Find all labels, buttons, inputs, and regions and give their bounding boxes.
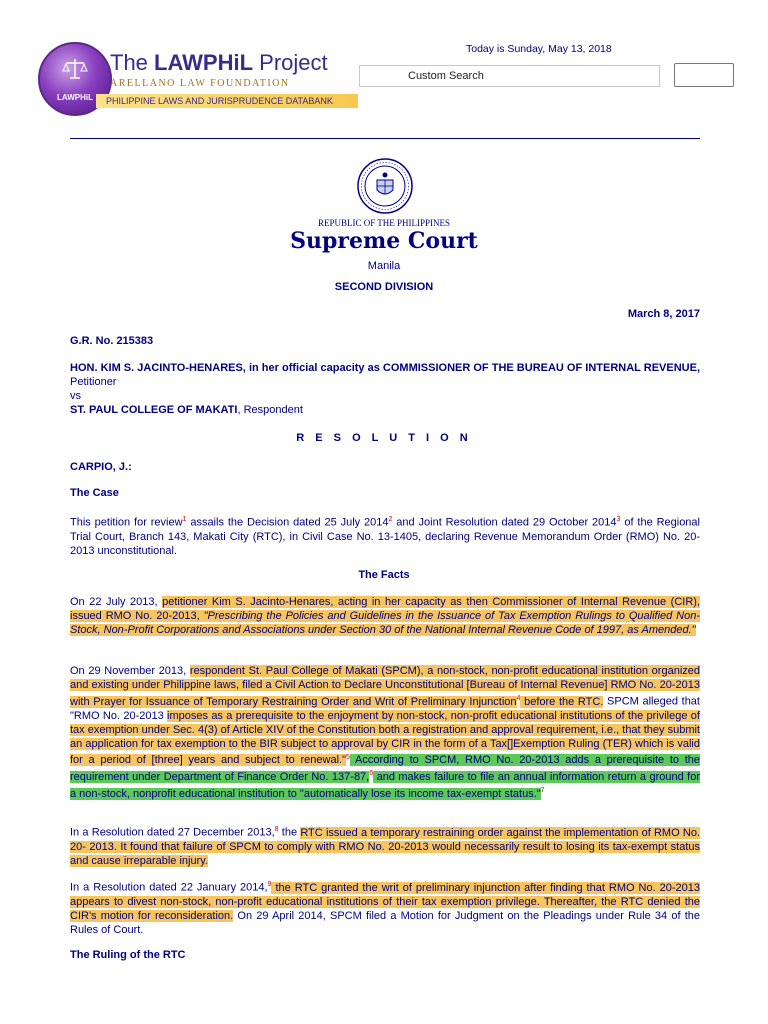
logo-tagline: PHILIPPINE LAWS AND JURISPRUDENCE DATABANK (96, 94, 358, 108)
petitioner-name: HON. KIM S. JACINTO-HENARES, in her official capacity as COMMISSIONER OF THE BUREAU OF INTERNAL REVENUE, (70, 362, 700, 374)
logo-title: The LAWPHiL Project (110, 50, 328, 75)
paragraph-facts-2: On 29 November 2013, respondent St. Paul College of Makati (SPCM), a non-stock, non-profit educational institution organized and existing under Philippine laws, filed a Civil Action to Declare Unconstitutional [Bureau of Internal Revenue] RMO No. 20-2013 with Prayer for Issuance of Temporary Restraining Order and Writ of Preliminary Injunction$^4$ before the RTC. SPCM alleged that "RMO No. 20-2013 imposes as a prerequisite to the enjoyment by non-stock, non-profit educational institutions of the privilege of tax exemption under Sec. 4(3) of Article XIV of the Constitution both a registration and approval requirement, i.e., that they submit an application for tax exemption to the BIR subject to approval by CIR in the form of a Tax[]Exemption Ruling (TER) which is valid for a period of [three] years and subject to renewal."$^5$ According to SPCM, RMO No. 20-2013 adds a prerequisite to the requirement under Department of Finance Order No. 137-87,$^6$ and makes failure to file an annual information return a ground for a non-stock, nonprofit educational institution to "automatically lose its income tax-exempt status."$^7$ (70, 665, 700, 800)
paragraph-facts-1: On 22 July 2013, petitioner Kim S. Jacinto-Henares, acting in her capacity as then Commissioner of Internal Revenue (CIR), issued RMO No. 20-2013, "Prescribing the Policies and Guidelines in the Issuance of Tax Exemption Rulings to Qualified Non-Stock, Non-Profit Corporations and Associations under Section 30 of the National Internal Revenue Code of 1997, as Amended." (70, 596, 700, 636)
highlight: before the RTC. (520, 695, 604, 708)
highlight: RTC issued a temporary restraining order against the implementation of RMO No. 20- 2013. It found that failure of SPCM to comply with RMO No. 20-2013 would necessarily result to losing its tax-exempt status and cause irreparable injury. (70, 826, 700, 867)
court-city: Manila (367, 260, 401, 272)
paragraph-facts-4: In a Resolution dated 22 January 2014,$^9$ the RTC granted the writ of preliminary injunction after finding that RMO No. 20-2013 appears to divest non-stock, non-profit educational institutions of their tax exemption privilege. Thereafter, the RTC denied the CIR's motion for reconsideration. On 29 April 2014, SPCM filed a Motion for Judgment on the Pleadings under Rule 34 of the Rules of Court. (70, 881, 700, 936)
lawphil-logo[interactable] (38, 40, 368, 120)
footnote-link[interactable]: 7 (540, 786, 545, 794)
decision-date: March 8, 2017 (627, 308, 700, 320)
facts-heading: The Facts (358, 569, 410, 581)
footnote-link[interactable]: 1 (182, 516, 187, 523)
search-input[interactable] (359, 65, 660, 87)
today-date: Today is Sunday, May 13, 2018 (466, 43, 612, 55)
scales-of-justice-icon (62, 56, 88, 82)
resolution-heading: R E S O L U T I O N (296, 432, 472, 444)
highlight: respondent St. Paul College of Makati (SPCM), a non-stock, non-profit educational institution organized and existing under Philippine laws, filed a Civil Action to Declare Unconstitutional [Bureau of Internal Revenue] RMO No. 20-2013 with Prayer for Issuance of Temporary Restraining Order and Writ of Preliminary Injunction (70, 665, 700, 708)
highlight: imposes as a prerequisite to the enjoyment by non-stock, non-profit educational institutions of the privilege of tax exemption under Sec. 4(3) of Article XIV of the Constitution both a registration and approval requirement, i.e., that they submit an application for tax exemption to the BIR subject to approval by CIR in the form of a Tax[]Exemption Ruling (TER) which is valid for a period of [three] years and subject to renewal." (70, 709, 700, 767)
paragraph-case: This petition for review$^1$ assails the Decision dated 25 July 2014$^2$ and Joint Resolution dated 29 October 2014$^3$ of the Regional Trial Court, Branch 143, Makati City (RTC), in Civil Case No. 13-1405, declaring Revenue Memorandum Order (RMO) No. 20-2013 unconstitutional. (70, 516, 700, 557)
respondent-name: ST. PAUL COLLEGE OF MAKATI (70, 404, 238, 416)
versus-label: vs (70, 390, 81, 402)
court-name: Supreme Court (290, 228, 478, 254)
petitioner-role: Petitioner (70, 376, 117, 388)
paragraph-facts-3: In a Resolution dated 27 December 2013,$^8$ the RTC issued a temporary restraining order against the implementation of RMO No. 20- 2013. It found that failure of SPCM to comply with RMO No. 20-2013 would necessarily result to losing its tax-exempt status and cause irreparable injury. (70, 826, 700, 867)
search-button[interactable] (674, 63, 734, 87)
footnote-link[interactable]: 5 (345, 753, 350, 761)
footnote-link[interactable]: 2 (388, 516, 393, 523)
footnote-link[interactable]: 8 (274, 826, 279, 833)
case-heading: The Case (70, 487, 119, 499)
footnote-link[interactable]: 4 (516, 695, 521, 702)
highlight: petitioner Kim S. Jacinto-Henares, acting in her capacity as then Commissioner of Internal Revenue (CIR), issued RMO No. 20-2013, (70, 596, 700, 622)
highlight: "Prescribing the Policies and Guidelines in the Issuance of Tax Exemption Rulings to Qualified Non-Stock, Non-Profit Corporations and Associations under Section 30 of the National Internal Revenue Code of 1997, as Amended." (70, 610, 700, 636)
supreme-court-seal-icon (357, 158, 413, 214)
divider (70, 138, 700, 139)
case-number: G.R. No. 215383 (70, 335, 154, 347)
highlight: the RTC granted the writ of preliminary injunction after finding that RMO No. 20-2013 appears to divest non-stock, non-profit educational institutions of their tax exemption privilege. Thereafter, the RTC denied the CIR's motion for reconsideration. (70, 881, 700, 922)
court-division: SECOND DIVISION (334, 281, 434, 293)
footnote-link[interactable]: 3 (616, 516, 621, 523)
ruling-heading: The Ruling of the RTC (70, 949, 186, 961)
highlight: According to SPCM, RMO No. 20-2013 adds a prerequisite to the requirement under Department of Finance Order No. 137-87, (70, 754, 700, 783)
logo-seal-text: LAWPHiL (57, 93, 93, 102)
footnote-link[interactable]: 9 (267, 881, 272, 888)
logo-subtitle: ARELLANO LAW FOUNDATION (110, 78, 290, 89)
footnote-link[interactable]: 6 (369, 770, 374, 778)
ponente: CARPIO, J.: (70, 461, 132, 473)
case-parties (70, 361, 700, 417)
highlight: and makes failure to file an annual information return a ground for a non-stock, nonprofit educational institution to "automatically lose its income tax-exempt status." (70, 770, 700, 800)
search-placeholder: Custom Search (408, 70, 484, 82)
republic-label: REPUBLIC OF THE PHILIPPINES (317, 218, 451, 228)
respondent-role: , Respondent (237, 404, 303, 416)
